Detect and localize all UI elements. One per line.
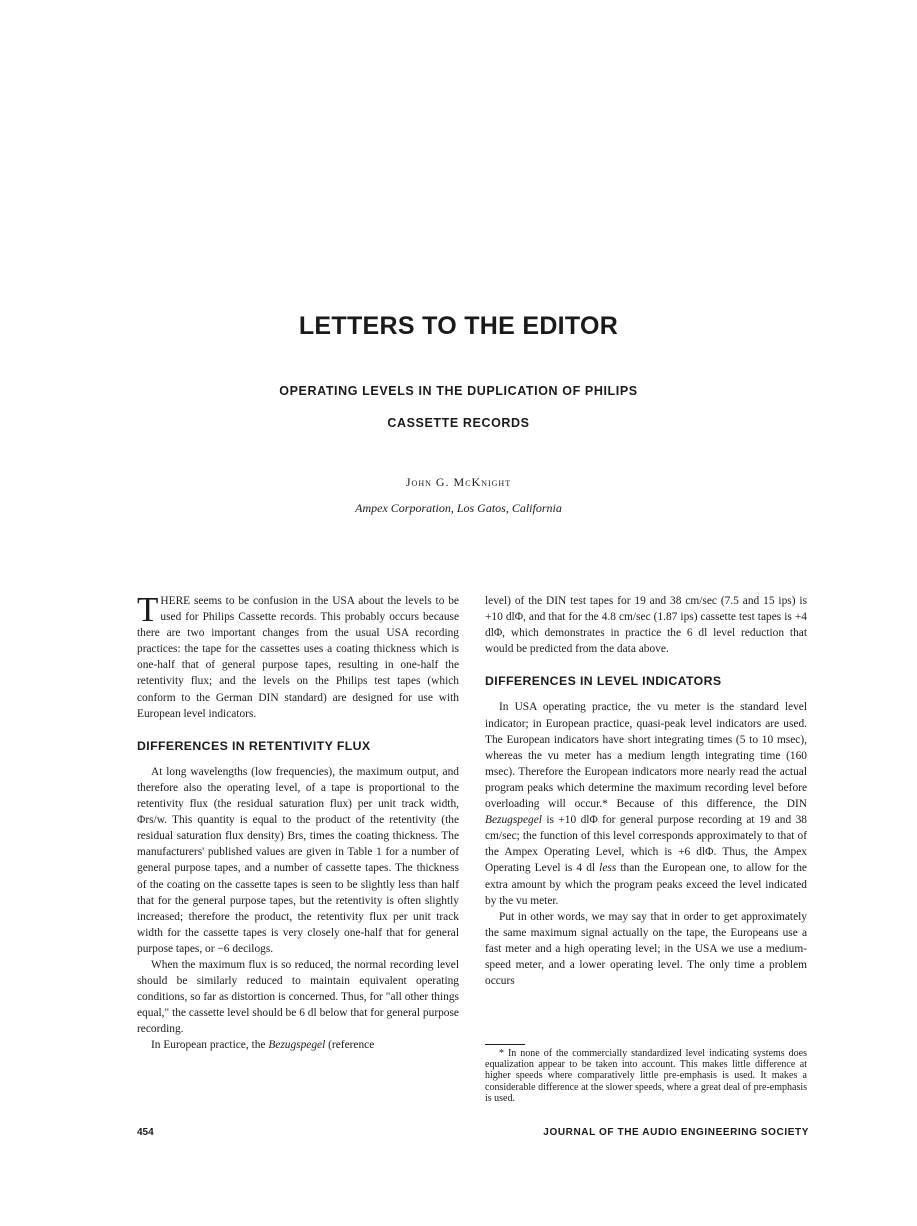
article-title-line-1: OPERATING LEVELS IN THE DUPLICATION OF PHILIPS [279, 384, 638, 398]
page-number: 454 [137, 1127, 154, 1138]
paragraph-european-practice: In European practice, the Bezugspegel (reference [151, 1039, 375, 1052]
paragraph-maximum-flux: When the maximum flux is so reduced, the normal recording level should be similarly reduced to maintain equivalent operating conditions, so far as distortion is concerned. Thus, for "all other things equal," the cassette level should be 6 dl below that for general purpose recording. [137, 958, 459, 1036]
footnote: * In none of the commercially standardized level indicating systems does equalization appear to be taken into account. This makes little difference at higher speeds where comparatively little pre-emphasis is used. It makes a considerable difference at the slower speeds, where a great deal of pre-emphasis is used. [485, 1048, 807, 1104]
term-bezugspegel-2: Bezugspegel [485, 814, 542, 827]
intro-paragraph [137, 590, 459, 722]
right-column [485, 593, 807, 989]
drop-cap: T [137, 590, 159, 629]
footnote-divider [485, 1044, 525, 1045]
section-heading-retentivity-flux: DIFFERENCES IN RETENTIVITY FLUX [137, 738, 371, 753]
author-name: John G. McKnight [405, 475, 512, 489]
article-title-line-2: CASSETTE RECORDS [387, 416, 530, 430]
section-heading-level-indicators: DIFFERENCES IN LEVEL INDICATORS [485, 674, 722, 689]
term-bezugspegel: Bezugspegel [268, 1039, 326, 1052]
paragraph-level-indicators: In USA operating practice, the vu meter is the standard level indicator; in European practice, quasi-peak level indicators are used. The European indicators have short integrating times (5 to 10 msec), whereas the vu meter has a medium length integrating time (160 msec). Therefore the European indicators more nearly read the actual program peaks which determine the maximum recording level before overloading will occur.* Because of this difference, the DIN Bezugspegel is +10 dlΦ for general purpose recording at 19 and 38 cm/sec; the function of this level corresponds approximately to that of the Ampex Operating Level, which is +6 dlΦ. Thus, the Ampex Operating Level is 4 dl less than the European one, to allow for the extra amount by which the program peaks exceed the level indicated by the vu meter. [485, 701, 807, 907]
journal-name: JOURNAL OF THE AUDIO ENGINEERING SOCIETY [543, 1127, 809, 1138]
left-column [137, 590, 459, 1054]
paragraph-other-words: Put in other words, we may say that in order to get approximately the same maximum signal actually on the tape, the Europeans use a fast meter and a high operating level; in the USA we use a medium-speed meter, and a lower operating level. The only time a problem occurs [485, 910, 807, 988]
paragraph-din-levels: level) of the DIN test tapes for 19 and 38 cm/sec (7.5 and 15 ips) is +10 dlΦ, and that for the 4.8 cm/sec (1.87 ips) cassette test tapes is +4 dlΦ, which demonstrates in practice the 6 dl level reduction that would be predicted from the data above. [485, 595, 807, 656]
emphasis-less: less [599, 862, 617, 875]
paragraph-retentivity: At long wavelengths (low frequencies), the maximum output, and therefore also the operating level, of a tape is proportional to the retentivity flux (the residual saturation flux) per unit track width, Φrs/w. This quantity is equal to the product of the retentivity (the residual saturation flux density) Brs, times the coating thickness. The manufacturers' published values are given in Table 1 for a number of general purpose tapes, and a number of cassette tapes. The thickness of the coating on the cassette tapes is seen to be slightly less than half that for the general purpose tapes, but the retentivity is often slightly increased; therefore the product, the retentivity flux per unit track width for the cassette tapes is very closely one-half that for general purpose tapes, or −6 decilogs. [137, 765, 459, 955]
intro-text: HERE seems to be confusion in the USA about the levels to be used for Philips Cassette records. This probably occurs because there are two important changes from the usual USA recording practices: the tape for the cassettes uses a coating thickness which is one-half that of general purpose tapes, resulting in one-half the retentivity flux; and the levels on the Philips test tapes (which conform to the German DIN standard) are designed for use with European level indicators. [137, 595, 459, 720]
page-title: LETTERS TO THE EDITOR [298, 312, 619, 340]
author-affiliation: Ampex Corporation, Los Gatos, California [355, 501, 562, 515]
